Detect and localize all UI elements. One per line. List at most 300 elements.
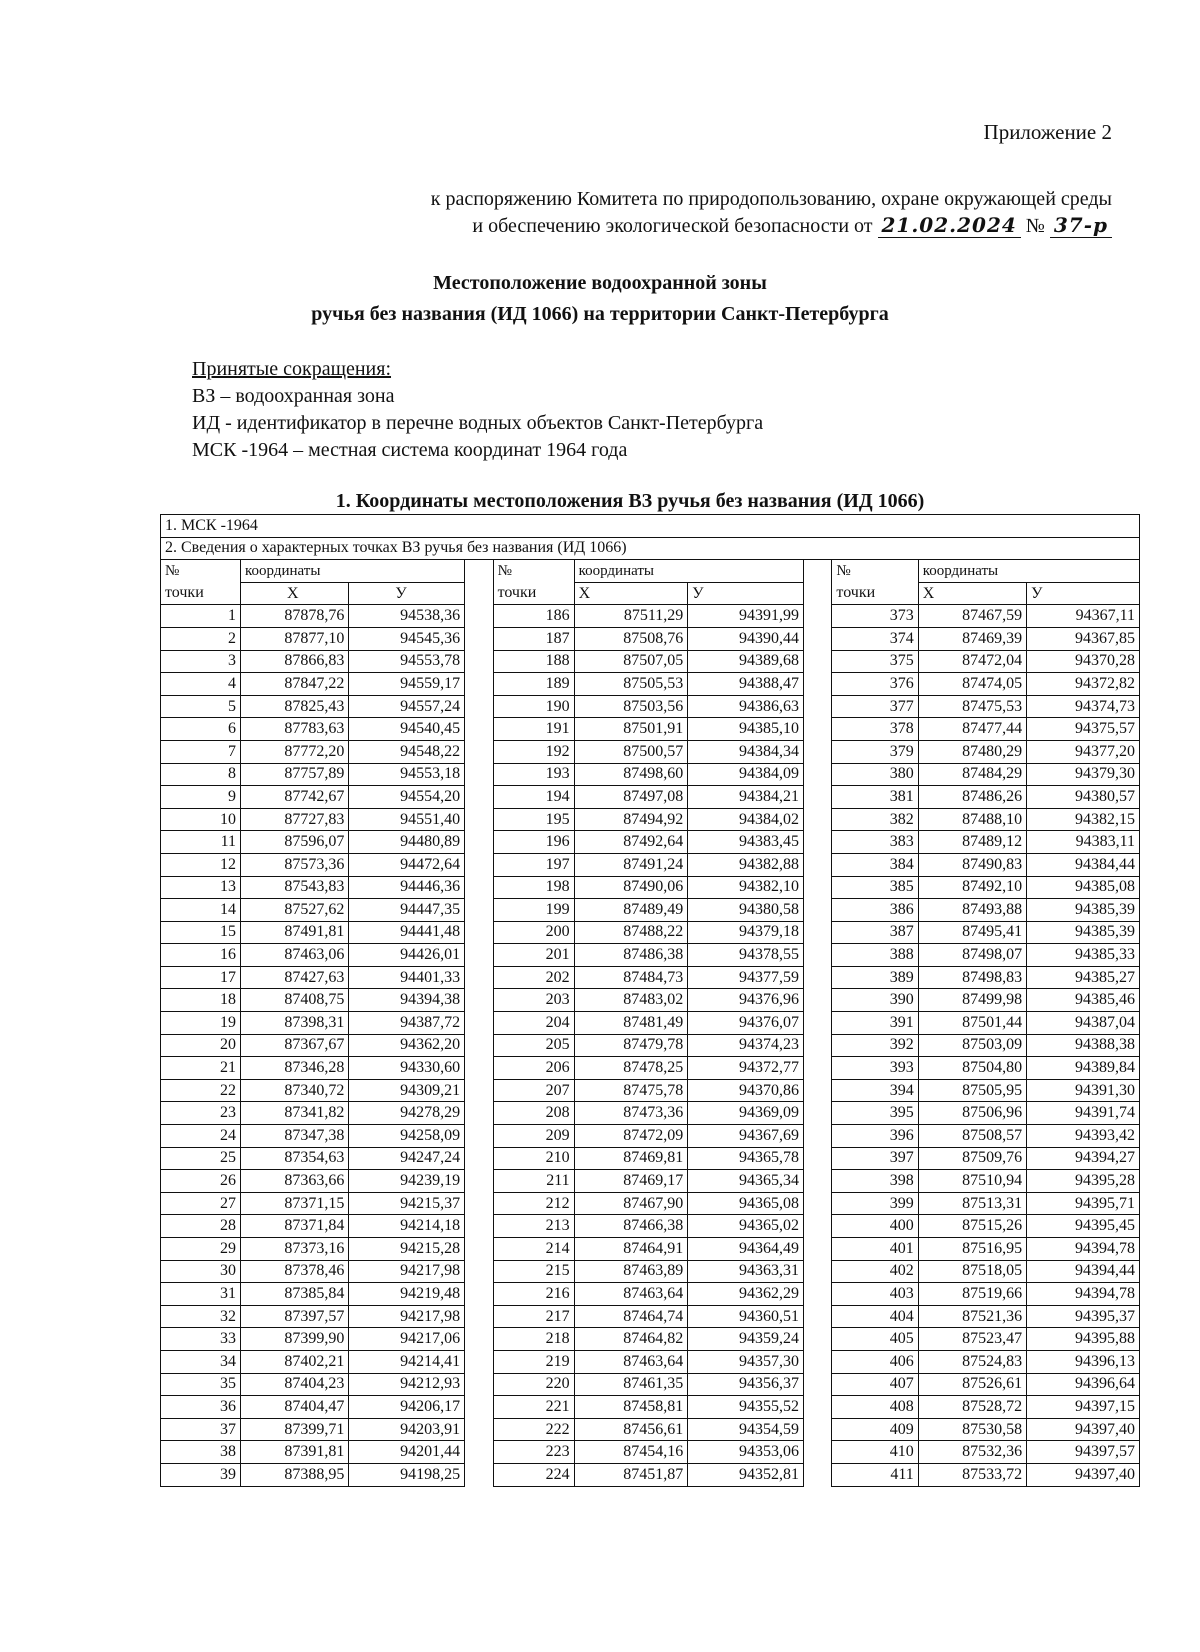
coord-y: 94377,59: [688, 966, 804, 989]
point-number: 190: [493, 695, 574, 718]
column-gap: [804, 1463, 832, 1486]
coord-x: 87475,78: [574, 1079, 688, 1102]
column-gap: [804, 1441, 832, 1464]
header-point: точки: [493, 582, 574, 605]
point-number: 187: [493, 627, 574, 650]
table-row: [161, 786, 1140, 809]
column-gap: [804, 695, 832, 718]
point-number: 25: [161, 1147, 241, 1170]
column-gap: [804, 1125, 832, 1148]
point-number: 224: [493, 1463, 574, 1486]
table-row: [161, 1215, 1140, 1238]
table-row: [161, 1373, 1140, 1396]
point-number: 12: [161, 853, 241, 876]
coord-x: 87772,20: [240, 740, 348, 763]
coord-x: 87488,10: [918, 808, 1026, 831]
coord-y: 94365,34: [688, 1170, 804, 1193]
coord-x: 87490,06: [574, 876, 688, 899]
table-row: [161, 944, 1140, 967]
coord-x: 87847,22: [240, 673, 348, 696]
coord-x: 87494,92: [574, 808, 688, 831]
point-number: 191: [493, 718, 574, 741]
coord-y: 94378,55: [688, 944, 804, 967]
coord-x: 87519,66: [918, 1283, 1026, 1306]
point-number: 379: [832, 740, 918, 763]
coord-x: 87513,31: [918, 1192, 1026, 1215]
point-number: 215: [493, 1260, 574, 1283]
coord-x: 87427,63: [240, 966, 348, 989]
point-number: 26: [161, 1170, 241, 1193]
coord-x: 87373,16: [240, 1238, 348, 1261]
point-number: 7: [161, 740, 241, 763]
coord-x: 87500,57: [574, 740, 688, 763]
column-gap: [465, 1170, 493, 1193]
coord-x: 87491,81: [240, 921, 348, 944]
point-number: 384: [832, 853, 918, 876]
header-x: Х: [240, 582, 348, 605]
coord-y: 94390,44: [688, 627, 804, 650]
abbreviations-block: [192, 356, 763, 464]
column-gap: [465, 1079, 493, 1102]
coord-y: 94388,38: [1027, 1034, 1140, 1057]
table-row: [161, 1192, 1140, 1215]
column-gap: [465, 1102, 493, 1125]
point-number: 221: [493, 1396, 574, 1419]
point-number: 411: [832, 1463, 918, 1486]
coord-x: 87523,47: [918, 1328, 1026, 1351]
point-number: 196: [493, 831, 574, 854]
point-number: 31: [161, 1283, 241, 1306]
point-number: 37: [161, 1418, 241, 1441]
coord-x: 87825,43: [240, 695, 348, 718]
coord-y: 94384,02: [688, 808, 804, 831]
order-line-1: к распоряжению Комитета по природопользованию, охране окружающей среды: [430, 188, 1112, 210]
coord-x: 87527,62: [240, 899, 348, 922]
point-number: 222: [493, 1418, 574, 1441]
point-number: 4: [161, 673, 241, 696]
point-number: 376: [832, 673, 918, 696]
coord-x: 87378,46: [240, 1260, 348, 1283]
coord-y: 94203,91: [349, 1418, 465, 1441]
column-gap: [804, 786, 832, 809]
point-number: 212: [493, 1192, 574, 1215]
column-gap: [465, 876, 493, 899]
coord-y: 94356,37: [688, 1373, 804, 1396]
point-number: 209: [493, 1125, 574, 1148]
coord-y: 94365,08: [688, 1192, 804, 1215]
point-number: 391: [832, 1012, 918, 1035]
column-gap: [465, 1373, 493, 1396]
header-num: №: [161, 560, 241, 583]
column-gap: [804, 1147, 832, 1170]
coord-y: 94372,82: [1027, 673, 1140, 696]
coord-y: 94391,74: [1027, 1102, 1140, 1125]
table-row: [161, 899, 1140, 922]
column-gap: [465, 1260, 493, 1283]
point-number: 195: [493, 808, 574, 831]
header-num: №: [832, 560, 918, 583]
point-number: 380: [832, 763, 918, 786]
coord-x: 87503,56: [574, 695, 688, 718]
column-gap: [804, 1328, 832, 1351]
point-number: 200: [493, 921, 574, 944]
coord-y: 94362,29: [688, 1283, 804, 1306]
coord-x: 87505,95: [918, 1079, 1026, 1102]
coord-x: 87385,84: [240, 1283, 348, 1306]
abbreviation-item: ИД - идентификатор в перечне водных объектов Санкт-Петербурга: [192, 412, 764, 434]
coord-y: 94374,23: [688, 1034, 804, 1057]
column-gap: [465, 1125, 493, 1148]
table-row: [161, 966, 1140, 989]
coord-x: 87498,07: [918, 944, 1026, 967]
point-number: 186: [493, 605, 574, 628]
order-line-2: [0, 212, 1112, 239]
point-number: 389: [832, 966, 918, 989]
coord-y: 94376,07: [688, 1012, 804, 1035]
coord-x: 87521,36: [918, 1305, 1026, 1328]
point-number: 10: [161, 808, 241, 831]
coord-y: 94384,34: [688, 740, 804, 763]
column-gap: [804, 853, 832, 876]
coord-y: 94553,78: [349, 650, 465, 673]
column-gap: [465, 605, 493, 628]
point-number: 197: [493, 853, 574, 876]
coord-y: 94446,36: [349, 876, 465, 899]
coord-y: 94215,37: [349, 1192, 465, 1215]
coord-y: 94394,78: [1027, 1238, 1140, 1261]
column-gap: [465, 1238, 493, 1261]
point-number: 15: [161, 921, 241, 944]
coord-x: 87501,91: [574, 718, 688, 741]
coord-x: 87472,04: [918, 650, 1026, 673]
coord-x: 87532,36: [918, 1441, 1026, 1464]
coord-x: 87509,76: [918, 1147, 1026, 1170]
coord-x: 87458,81: [574, 1396, 688, 1419]
coord-y: 94382,88: [688, 853, 804, 876]
coord-x: 87878,76: [240, 605, 348, 628]
column-gap: [465, 1283, 493, 1306]
point-number: 22: [161, 1079, 241, 1102]
point-number: 5: [161, 695, 241, 718]
table-row: [161, 1328, 1140, 1351]
point-number: 390: [832, 989, 918, 1012]
table-row: [161, 1305, 1140, 1328]
coord-x: 87489,49: [574, 899, 688, 922]
coord-y: 94394,44: [1027, 1260, 1140, 1283]
column-gap: [804, 1034, 832, 1057]
column-gap: [465, 1192, 493, 1215]
column-gap: [465, 763, 493, 786]
column-gap: [465, 1034, 493, 1057]
point-number: 214: [493, 1238, 574, 1261]
coord-y: 94380,57: [1027, 786, 1140, 809]
coord-x: 87505,53: [574, 673, 688, 696]
coord-y: 94447,35: [349, 899, 465, 922]
coord-x: 87516,95: [918, 1238, 1026, 1261]
point-number: 395: [832, 1102, 918, 1125]
point-number: 381: [832, 786, 918, 809]
coord-y: 94375,57: [1027, 718, 1140, 741]
coord-y: 94384,21: [688, 786, 804, 809]
document-title-line-2: ручья без названия (ИД 1066) на территории Санкт-Петербурга: [311, 303, 889, 325]
table-row: [161, 1170, 1140, 1193]
point-number: 218: [493, 1328, 574, 1351]
coord-x: 87573,36: [240, 853, 348, 876]
point-number: 377: [832, 695, 918, 718]
table-row: [161, 605, 1140, 628]
point-number: 194: [493, 786, 574, 809]
abbreviation-item: ВЗ – водоохранная зона: [192, 385, 395, 407]
point-number: 16: [161, 944, 241, 967]
coord-x: 87481,49: [574, 1012, 688, 1035]
coord-x: 87341,82: [240, 1102, 348, 1125]
coord-y: 94354,59: [688, 1418, 804, 1441]
column-gap: [804, 1012, 832, 1035]
header-num: №: [493, 560, 574, 583]
coord-y: 94401,33: [349, 966, 465, 989]
table-row: [161, 1147, 1140, 1170]
table-row: [161, 1079, 1140, 1102]
coord-x: 87399,71: [240, 1418, 348, 1441]
coord-x: 87456,61: [574, 1418, 688, 1441]
point-number: 198: [493, 876, 574, 899]
coord-y: 94360,51: [688, 1305, 804, 1328]
coord-x: 87489,12: [918, 831, 1026, 854]
coord-x: 87402,21: [240, 1350, 348, 1373]
coord-x: 87454,16: [574, 1441, 688, 1464]
coord-x: 87498,83: [918, 966, 1026, 989]
point-number: 392: [832, 1034, 918, 1057]
coord-y: 94385,39: [1027, 899, 1140, 922]
coordinate-system-row: 1. МСК -1964: [161, 515, 1140, 538]
coord-x: 87469,17: [574, 1170, 688, 1193]
point-number: 211: [493, 1170, 574, 1193]
table-row: [161, 627, 1140, 650]
table-row: [161, 1102, 1140, 1125]
coord-x: 87464,91: [574, 1238, 688, 1261]
table-row: [161, 1125, 1140, 1148]
coord-x: 87363,66: [240, 1170, 348, 1193]
coord-x: 87463,89: [574, 1260, 688, 1283]
coord-x: 87491,24: [574, 853, 688, 876]
column-gap: [465, 695, 493, 718]
coord-y: 94206,17: [349, 1396, 465, 1419]
coord-y: 94397,57: [1027, 1441, 1140, 1464]
coord-y: 94389,84: [1027, 1057, 1140, 1080]
coord-y: 94214,41: [349, 1350, 465, 1373]
column-gap: [804, 1283, 832, 1306]
table-header-row: [161, 560, 1140, 583]
coord-x: 87347,38: [240, 1125, 348, 1148]
point-number: 20: [161, 1034, 241, 1057]
coord-y: 94391,99: [688, 605, 804, 628]
point-number: 19: [161, 1012, 241, 1035]
section-title: 1. Координаты местоположения ВЗ ручья без названия (ИД 1066): [335, 490, 925, 512]
point-number: 192: [493, 740, 574, 763]
column-gap: [804, 560, 832, 605]
coord-y: 94557,24: [349, 695, 465, 718]
coord-y: 94219,48: [349, 1283, 465, 1306]
header-y: У: [349, 582, 465, 605]
point-number: 407: [832, 1373, 918, 1396]
header-y: У: [688, 582, 804, 605]
point-number: 29: [161, 1238, 241, 1261]
coord-y: 94395,88: [1027, 1328, 1140, 1351]
coord-y: 94367,11: [1027, 605, 1140, 628]
coord-y: 94367,85: [1027, 627, 1140, 650]
column-gap: [465, 740, 493, 763]
point-number: 207: [493, 1079, 574, 1102]
coord-x: 87467,90: [574, 1192, 688, 1215]
coord-y: 94367,69: [688, 1125, 804, 1148]
point-number: 188: [493, 650, 574, 673]
coord-y: 94384,09: [688, 763, 804, 786]
coord-y: 94379,30: [1027, 763, 1140, 786]
column-gap: [465, 1057, 493, 1080]
table-row: [161, 1350, 1140, 1373]
coord-x: 87451,87: [574, 1463, 688, 1486]
column-gap: [804, 673, 832, 696]
coord-x: 87463,06: [240, 944, 348, 967]
coord-x: 87367,67: [240, 1034, 348, 1057]
point-number: 378: [832, 718, 918, 741]
column-gap: [465, 560, 493, 605]
coord-x: 87503,09: [918, 1034, 1026, 1057]
table-row: [161, 763, 1140, 786]
coord-y: 94548,22: [349, 740, 465, 763]
header-coords: координаты: [240, 560, 464, 583]
document-title-line-1: Местоположение водоохранной зоны: [433, 272, 767, 294]
column-gap: [804, 944, 832, 967]
column-gap: [465, 1441, 493, 1464]
abbreviations-heading: Принятые сокращения:: [192, 358, 392, 380]
coord-x: 87397,57: [240, 1305, 348, 1328]
column-gap: [804, 1102, 832, 1125]
table-row: [161, 1463, 1140, 1486]
column-gap: [465, 989, 493, 1012]
point-number: 396: [832, 1125, 918, 1148]
coord-y: 94215,28: [349, 1238, 465, 1261]
table-row: [161, 1034, 1140, 1057]
coord-y: 94365,78: [688, 1147, 804, 1170]
point-number: 203: [493, 989, 574, 1012]
point-number: 394: [832, 1079, 918, 1102]
column-gap: [465, 1147, 493, 1170]
coord-x: 87533,72: [918, 1463, 1026, 1486]
coord-y: 94385,39: [1027, 921, 1140, 944]
column-gap: [804, 1079, 832, 1102]
coord-y: 94217,06: [349, 1328, 465, 1351]
coord-y: 94389,68: [688, 650, 804, 673]
table-row: [161, 673, 1140, 696]
coord-y: 94369,09: [688, 1102, 804, 1125]
header-x: Х: [918, 582, 1026, 605]
coord-y: 94540,45: [349, 718, 465, 741]
point-number: 8: [161, 763, 241, 786]
coordinates-table: [160, 514, 1140, 1487]
table-row: [161, 921, 1140, 944]
point-number: 216: [493, 1283, 574, 1306]
coord-x: 87493,88: [918, 899, 1026, 922]
coord-y: 94384,44: [1027, 853, 1140, 876]
column-gap: [804, 921, 832, 944]
coord-y: 94396,64: [1027, 1373, 1140, 1396]
point-number: 373: [832, 605, 918, 628]
table-row: [161, 650, 1140, 673]
coord-x: 87528,72: [918, 1396, 1026, 1419]
table-row: [161, 831, 1140, 854]
coord-x: 87530,58: [918, 1418, 1026, 1441]
table-row: [161, 808, 1140, 831]
coord-y: 94387,72: [349, 1012, 465, 1035]
number-sign: №: [1025, 215, 1045, 237]
order-line-2-text: и обеспечению экологической безопасности от: [472, 215, 873, 237]
coord-x: 87866,83: [240, 650, 348, 673]
column-gap: [804, 876, 832, 899]
coord-y: 94278,29: [349, 1102, 465, 1125]
coord-y: 94395,28: [1027, 1170, 1140, 1193]
point-number: 13: [161, 876, 241, 899]
coord-x: 87483,02: [574, 989, 688, 1012]
point-number: 383: [832, 831, 918, 854]
coord-y: 94198,25: [349, 1463, 465, 1486]
column-gap: [465, 1396, 493, 1419]
coord-x: 87467,59: [918, 605, 1026, 628]
point-number: 11: [161, 831, 241, 854]
coord-x: 87479,78: [574, 1034, 688, 1057]
coord-x: 87508,57: [918, 1125, 1026, 1148]
handwritten-order-number: 37-р: [1050, 213, 1112, 238]
coord-y: 94388,47: [688, 673, 804, 696]
point-number: 3: [161, 650, 241, 673]
coord-x: 87499,98: [918, 989, 1026, 1012]
coord-x: 87508,76: [574, 627, 688, 650]
point-number: 201: [493, 944, 574, 967]
coord-y: 94217,98: [349, 1305, 465, 1328]
column-gap: [465, 1418, 493, 1441]
column-gap: [465, 1012, 493, 1035]
point-number: 9: [161, 786, 241, 809]
coord-x: 87469,81: [574, 1147, 688, 1170]
coord-x: 87473,36: [574, 1102, 688, 1125]
coord-x: 87495,41: [918, 921, 1026, 944]
point-number: 202: [493, 966, 574, 989]
coord-y: 94396,13: [1027, 1350, 1140, 1373]
point-number: 14: [161, 899, 241, 922]
point-number: 217: [493, 1305, 574, 1328]
coord-y: 94330,60: [349, 1057, 465, 1080]
point-number: 193: [493, 763, 574, 786]
coord-y: 94385,46: [1027, 989, 1140, 1012]
coord-y: 94214,18: [349, 1215, 465, 1238]
point-number: 374: [832, 627, 918, 650]
appendix-label: Приложение 2: [983, 120, 1112, 144]
point-number: 220: [493, 1373, 574, 1396]
column-gap: [804, 1305, 832, 1328]
coord-y: 94247,24: [349, 1147, 465, 1170]
coord-x: 87484,73: [574, 966, 688, 989]
coord-y: 94353,06: [688, 1441, 804, 1464]
column-gap: [804, 627, 832, 650]
point-number: 213: [493, 1215, 574, 1238]
table-row: [161, 1283, 1140, 1306]
column-gap: [465, 718, 493, 741]
table-row: [161, 1396, 1140, 1419]
coord-x: 87486,38: [574, 944, 688, 967]
column-gap: [465, 899, 493, 922]
coord-y: 94385,33: [1027, 944, 1140, 967]
point-number: 408: [832, 1396, 918, 1419]
